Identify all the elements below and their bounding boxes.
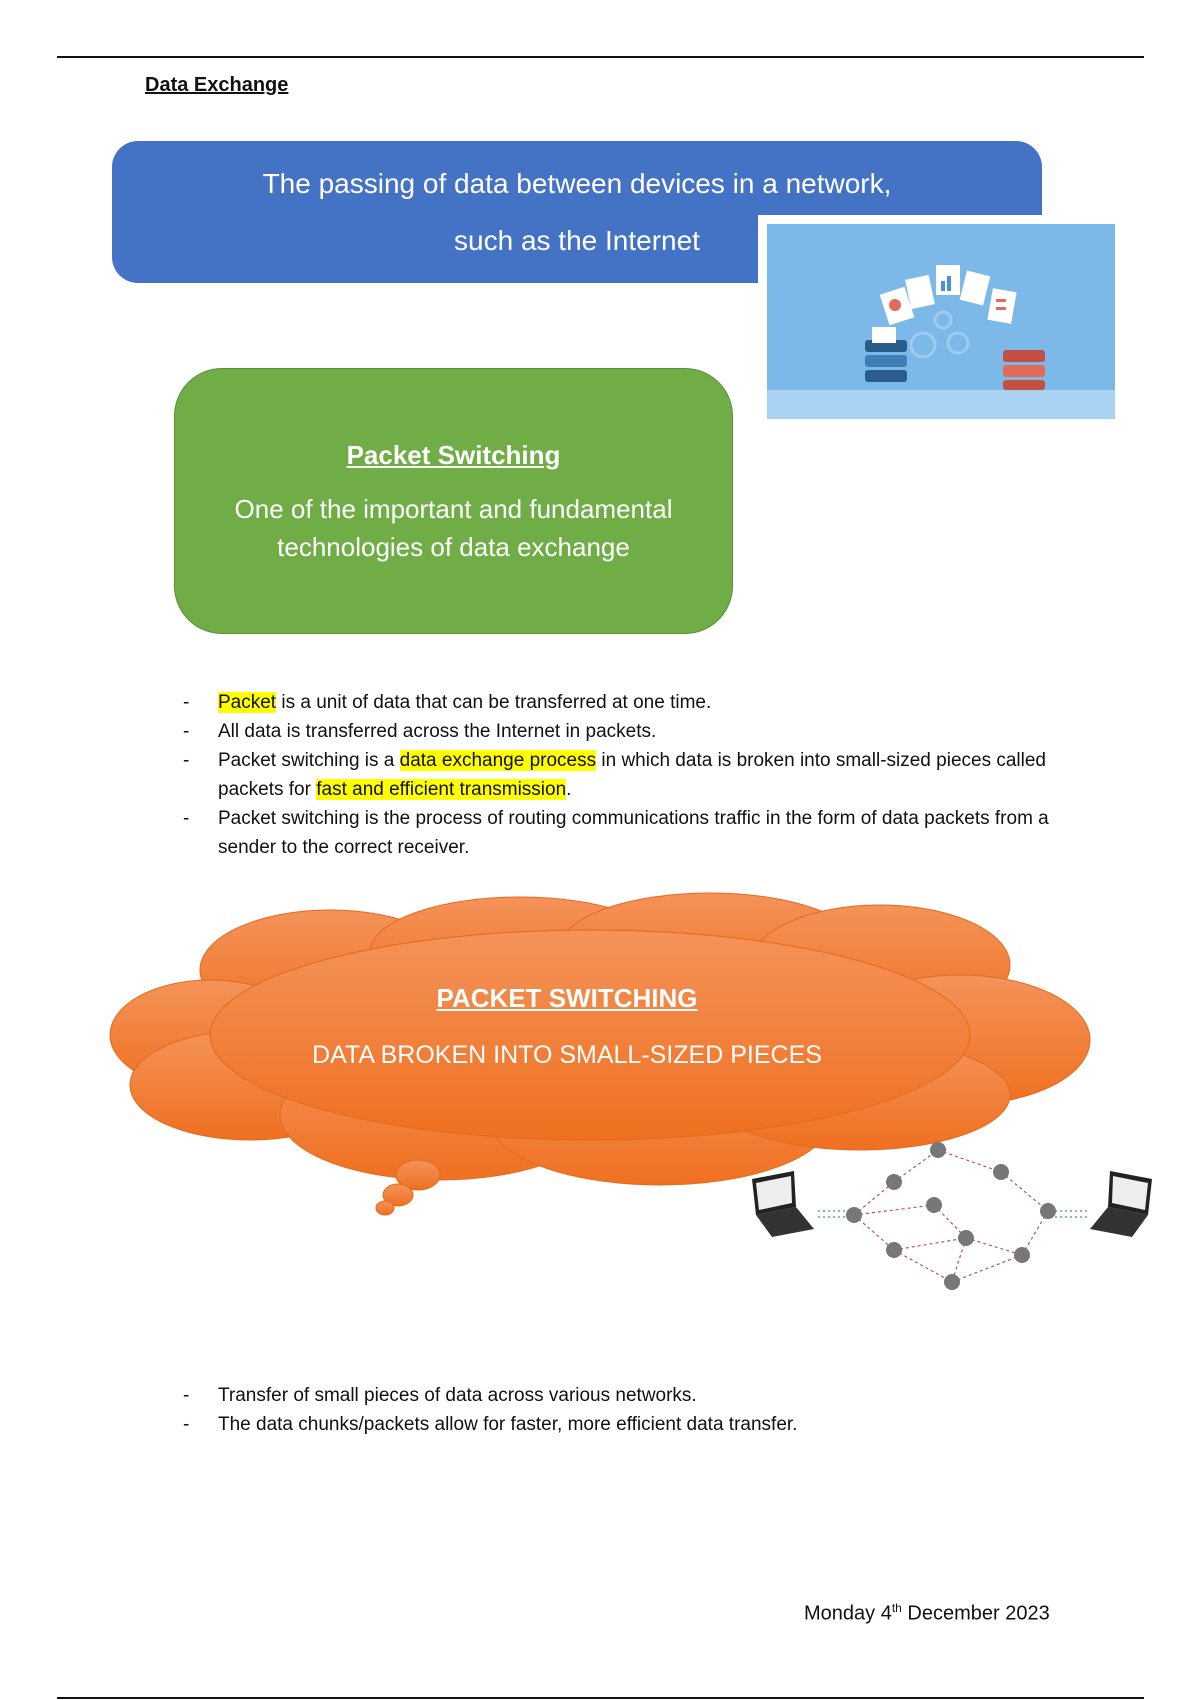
list-item-text: . <box>566 779 572 800</box>
list-item <box>180 804 1060 862</box>
data-exchange-illustration <box>758 215 1119 420</box>
cloud-title: PACKET SWITCHING <box>436 983 698 1013</box>
list-item-text: in which data is broken into small-sized pieces called packets for <box>218 750 1046 800</box>
laptop-icon <box>1090 1171 1152 1237</box>
packet-switching-box <box>174 368 733 634</box>
list-item-text: Packet switching is the process of routing communications traffic in the form of data packets from a sender to the correct receiver. <box>218 808 1049 858</box>
document-title: Data Exchange <box>145 74 289 96</box>
list-item <box>180 717 1060 746</box>
date-ordinal: th <box>891 1601 902 1615</box>
highlight: Packet <box>218 692 277 713</box>
packet-network-diagram <box>748 1135 1158 1295</box>
top-rule <box>57 56 1144 58</box>
list-item <box>180 688 1060 717</box>
date-text: December 2023 <box>901 1602 1050 1625</box>
list-item-text: is a unit of data that can be transferred at one time. <box>276 692 712 713</box>
document-date <box>804 1601 1050 1626</box>
list-item <box>180 746 1060 804</box>
highlight: data exchange process <box>399 750 597 771</box>
cloud-subtitle: DATA BROKEN INTO SMALL-SIZED PIECES <box>312 1041 822 1069</box>
list-item: - The data chunks/packets allow for faster, more efficient data transfer. <box>180 1410 1060 1439</box>
list-item-text: Packet switching is a <box>218 750 400 771</box>
list-item: - Transfer of small pieces of data across various networks. <box>180 1381 1060 1410</box>
packet-switching-subtitle: One of the important and fundamental technologies of data exchange <box>234 494 673 562</box>
bullet-list-2 <box>180 1381 1060 1439</box>
network-node-icon <box>846 1142 1056 1290</box>
date-text: Monday 4 <box>804 1602 892 1625</box>
packet-switching-title: Packet Switching <box>346 440 561 470</box>
definition-line-2: such as the Internet <box>454 225 700 256</box>
bullet-list-1 <box>180 688 1060 862</box>
highlight: fast and efficient transmission <box>316 779 567 800</box>
list-item-text: All data is transferred across the Internet in packets. <box>218 721 657 742</box>
bottom-rule <box>57 1697 1144 1699</box>
definition-line-1: The passing of data between devices in a network, <box>262 168 892 199</box>
laptop-icon <box>752 1171 814 1237</box>
